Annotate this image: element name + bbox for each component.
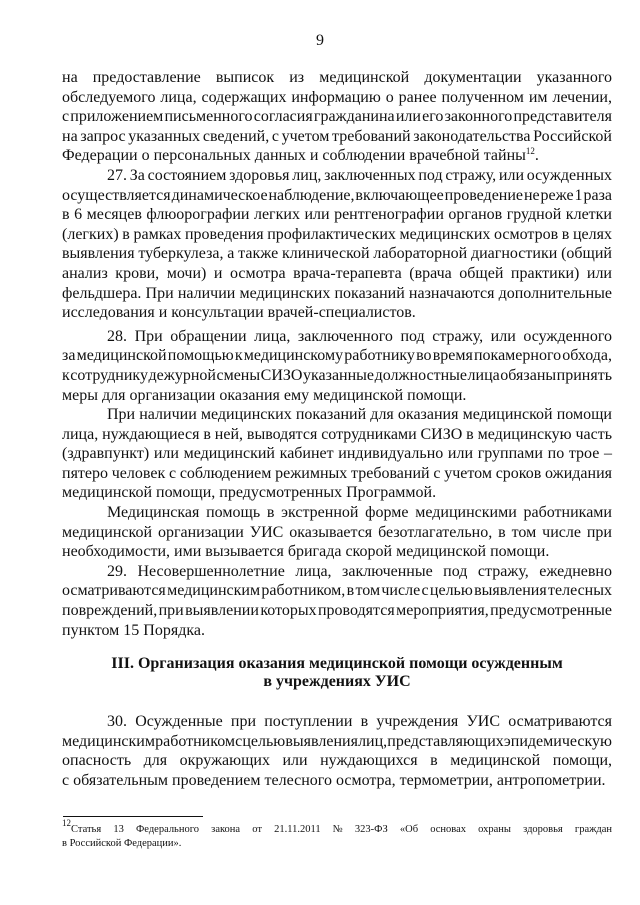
line-text: с обязательным проведением телесного осмотра, термометрии, антропометрии. [62, 772, 606, 789]
line-text: выявления туберкулеза, а также клинической лабораторной диагностики (общий [62, 245, 612, 263]
line-text: лица, нуждающиеся в ней, выводятся сотрудниками СИЗО в медицинскую часть [62, 425, 613, 443]
text-line [62, 542, 612, 562]
body-text-bottom [62, 712, 612, 790]
paragraph [62, 562, 612, 640]
line-text: на предоставление выписок из медицинской документации указанного [62, 69, 612, 86]
paragraph [62, 166, 612, 323]
line-text: (легких) в рамках проведения профилактических медицинских осмотров в целях [62, 225, 612, 243]
text-line [62, 444, 612, 464]
paragraph [62, 405, 612, 503]
line-tail: . [534, 147, 539, 165]
line-text: медицинской организации УИС оказывается безотлагательно, в том числе при [62, 523, 612, 541]
paragraph [62, 712, 612, 790]
line-text: меры для организации оказания ему медицинской помощи. [62, 386, 467, 404]
line-text: необходимости, ими вызывается бригада скорой медицинской помощи. [62, 543, 550, 561]
text-line [62, 621, 612, 641]
text-line [62, 88, 612, 108]
line-text: 30. Осужденные при поступлении в учреждения УИС осматриваются [107, 713, 612, 731]
text-line [62, 581, 612, 601]
text-line [62, 712, 612, 732]
text-line [62, 732, 612, 752]
line-text: Медицинская помощь в экстренной форме медицинскими работниками [107, 504, 612, 522]
page-number: 9 [316, 32, 324, 49]
text-line [62, 284, 612, 304]
text-line [62, 146, 612, 166]
text-line [62, 127, 612, 147]
body-text-top [62, 68, 612, 640]
text-line [62, 68, 612, 88]
text-line [62, 751, 612, 771]
line-text: за медицинской помощью к медицинскому работнику во время покамерного обхода, [62, 347, 612, 365]
line-text: При наличии медицинских показаний для оказания медицинской помощи [107, 406, 612, 424]
section-heading-line-1: III. Организация оказания медицинской помощи осужденным [111, 655, 563, 673]
footnote-text: Статья 13 Федерального закона от 21.11.2011 № 323-ФЗ «Об основах охраны здоровья граждан [71, 823, 612, 835]
line-text: в 6 месяцев флюорографии легких или рентгенографии органов грудной клетки [62, 206, 612, 224]
line-text: анализ крови, мочи) и осмотра врача-терапевта (врача общей практики) или [62, 264, 612, 282]
text-line [62, 186, 612, 206]
line-text: 29. Несовершеннолетние лица, заключенные под стражу, ежедневно [107, 562, 612, 580]
footnote-marker: 12 [62, 817, 71, 828]
text-line [62, 244, 612, 264]
text-line [62, 346, 612, 366]
text-line [62, 464, 612, 484]
footnote-divider [63, 816, 203, 817]
line-text: Федерации о персональных данных и соблюдении врачебной тайны [62, 147, 526, 165]
footnote-reference[interactable]: 12 [525, 146, 535, 157]
text-line [62, 205, 612, 225]
text-line [62, 483, 612, 503]
line-text: 28. При обращении лица, заключенного под стражу, или осужденного [107, 327, 612, 345]
text-line [62, 523, 612, 543]
line-text: 27. За состоянием здоровья лиц, заключенных под стражу, или осужденных [107, 166, 612, 184]
text-line [62, 562, 612, 582]
line-text: обследуемого лица, содержащих информацию о ранее полученном им лечении, [62, 88, 612, 106]
line-text: исследования и консультации врачей-специалистов. [62, 304, 416, 322]
paragraph [62, 327, 612, 405]
footnote-line: в Российской Федерации». [62, 838, 182, 850]
line-text: фельдшера. При наличии медицинских показаний назначаются дополнительные [62, 284, 612, 302]
section-heading-line-2: в учреждениях УИС [263, 673, 411, 691]
text-line [62, 264, 612, 284]
text-line [62, 225, 612, 245]
paragraph [62, 503, 612, 562]
text-line [62, 166, 612, 186]
line-text: к сотруднику дежурной смены СИЗО указанные должностные лица обязаны принять [62, 366, 613, 384]
text-line [62, 503, 612, 523]
text-line [62, 366, 612, 386]
line-text: повреждений, при выявлении которых проводятся мероприятия, предусмотренные [62, 602, 612, 620]
line-text: с приложением письменного согласия гражданина или его законного представителя [62, 108, 612, 126]
line-text: пунктом 15 Порядка. [62, 621, 205, 639]
text-line [62, 303, 612, 323]
text-line [62, 405, 612, 425]
text-line [62, 601, 612, 621]
section-heading [62, 655, 612, 691]
line-text: опасность для окружающих или нуждающихся в медицинской помощи, [62, 752, 612, 770]
line-text: пятеро человек с соблюдением режимных требований с учетом сроков ожидания [62, 464, 613, 482]
footnote-line [62, 817, 612, 838]
line-text: медицинским работником с целью выявления лиц, представляющих эпидемическую [62, 732, 612, 750]
line-text: (здравпункт) или медицинский кабинет индивидуально или группами по трое – [62, 445, 612, 463]
line-text: на запрос указанных сведений, с учетом требований законодательства Российской [62, 127, 612, 145]
text-line [62, 107, 612, 127]
line-text: осуществляется динамическое наблюдение, включающее проведение не реже 1 раза [62, 186, 612, 204]
text-line [62, 771, 612, 791]
text-line [62, 425, 612, 445]
line-text: медицинской помощи, предусмотренных Программой. [62, 484, 437, 502]
footnote [62, 817, 612, 852]
paragraph [62, 68, 612, 166]
text-line [62, 386, 612, 406]
line-text: осматриваются медицинским работником, в том числе с целью выявления телесных [62, 582, 612, 600]
text-line [62, 327, 612, 347]
